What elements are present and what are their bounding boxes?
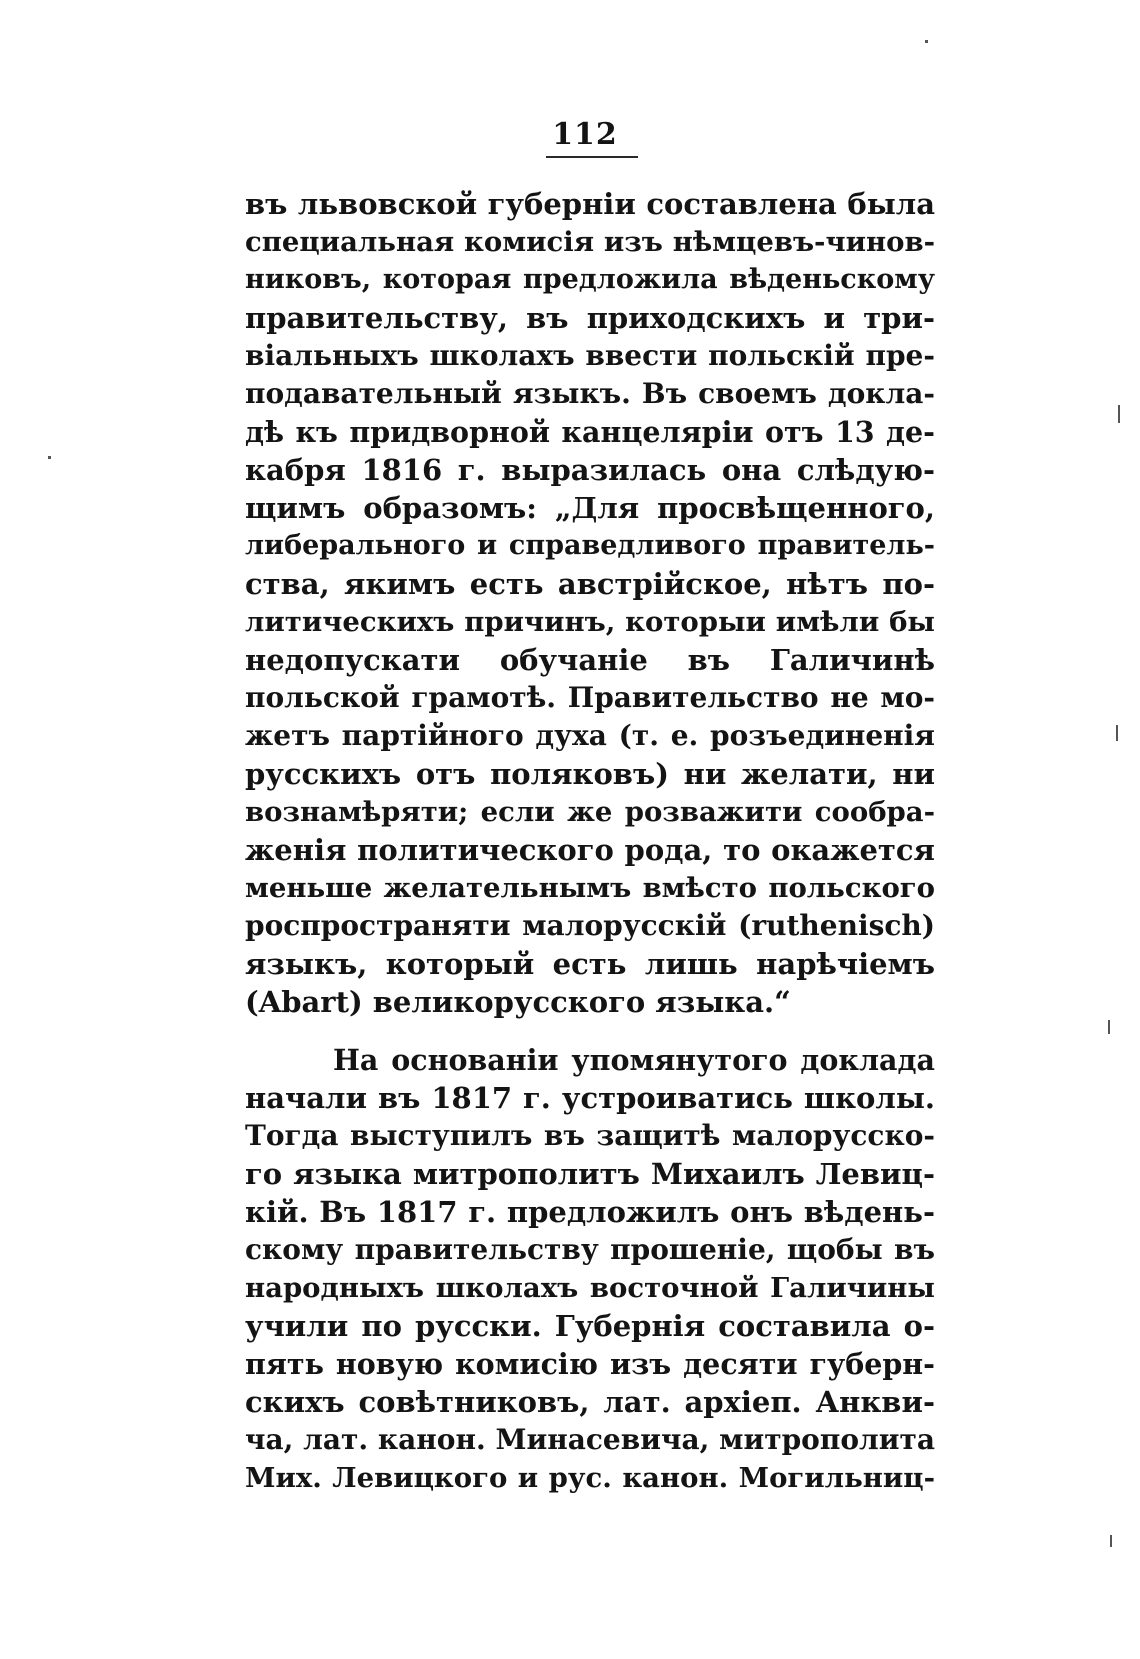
text-line: ча, лат. канон. Минасевича, митрополита xyxy=(245,1423,935,1456)
scan-speck xyxy=(1118,405,1120,423)
text-line: недопускати обучаніе въ Галичинѣ xyxy=(245,643,935,677)
text-line: жетъ партійного духа (т. е. розъединенія xyxy=(245,719,935,752)
text-line: никовъ, которая предложила вѣденьскому xyxy=(245,264,935,295)
scan-speck xyxy=(1110,1535,1112,1547)
text-line: меньше желательнымъ вмѣсто польского xyxy=(245,872,935,904)
text-line: го языка митрополитъ Михаилъ Левиц- xyxy=(245,1157,935,1191)
text-line: кій. Въ 1817 г. предложилъ онъ вѣдень- xyxy=(245,1195,935,1229)
text-line: языкъ, который есть лишь нарѣчіемъ xyxy=(245,947,935,981)
text-line: Тогда выступилъ въ защитѣ малорусско- xyxy=(245,1119,935,1152)
page-number: 112 xyxy=(552,117,618,152)
text-line: начали въ 1817 г. устроиватись школы. xyxy=(245,1081,935,1115)
text-line: специальная комисія изъ нѣмцевъ-чинов- xyxy=(245,226,935,258)
text-line: На основаніи упомянутого доклада xyxy=(333,1043,935,1077)
text-line: вознамѣряти; если же розважити сообра- xyxy=(245,796,935,828)
scan-speck xyxy=(925,40,928,43)
text-line: скому правительству прошеніе, щобы въ xyxy=(245,1233,935,1266)
text-line: віальныхъ школахъ ввести польскій пре- xyxy=(245,339,935,372)
text-line: литическихъ причинъ, которыи имѣли бы xyxy=(245,606,935,638)
text-line: дѣ къ придворной канцеляріи отъ 13 де- xyxy=(245,415,935,449)
text-line: щимъ образомъ: „Для просвѣщенного, xyxy=(245,491,935,525)
text-line: (Abart) великорусского языка.“ xyxy=(245,985,791,1019)
text-line: народныхъ школахъ восточной Галичины xyxy=(245,1272,935,1304)
text-line: учили по русски. Губернія составила о- xyxy=(245,1309,935,1343)
text-line: въ львовской губерніи составлена была xyxy=(245,187,935,221)
text-line: либерального и справедливого правитель- xyxy=(245,530,935,561)
text-line: женія политического рода, то окажется xyxy=(245,833,935,867)
text-line: кабря 1816 г. выразилась она слѣдую- xyxy=(245,453,935,487)
text-line: роспространяти малорусскій (ruthenisch) xyxy=(245,909,935,942)
text-line: польской грамотѣ. Правительство не мо- xyxy=(245,681,935,714)
text-line: ства, якимъ есть австрійское, нѣтъ по- xyxy=(245,567,935,601)
page-number-rule xyxy=(546,156,638,158)
scan-speck xyxy=(1108,1020,1110,1034)
text-line: русскихъ отъ поляковъ) ни желати, ни xyxy=(245,757,935,791)
text-line: Мих. Левицкого и рус. канон. Могильниц- xyxy=(245,1462,935,1494)
text-line: скихъ совѣтниковъ, лат. архіеп. Анкви- xyxy=(245,1385,935,1419)
scan-speck xyxy=(1116,725,1118,741)
text-line: подавательный языкъ. Въ своемъ докла- xyxy=(245,377,935,410)
scan-speck xyxy=(48,456,51,459)
text-line: правительству, въ приходскихъ и три- xyxy=(245,301,935,335)
text-line: пять новую комисію изъ десяти губерн- xyxy=(245,1347,935,1381)
